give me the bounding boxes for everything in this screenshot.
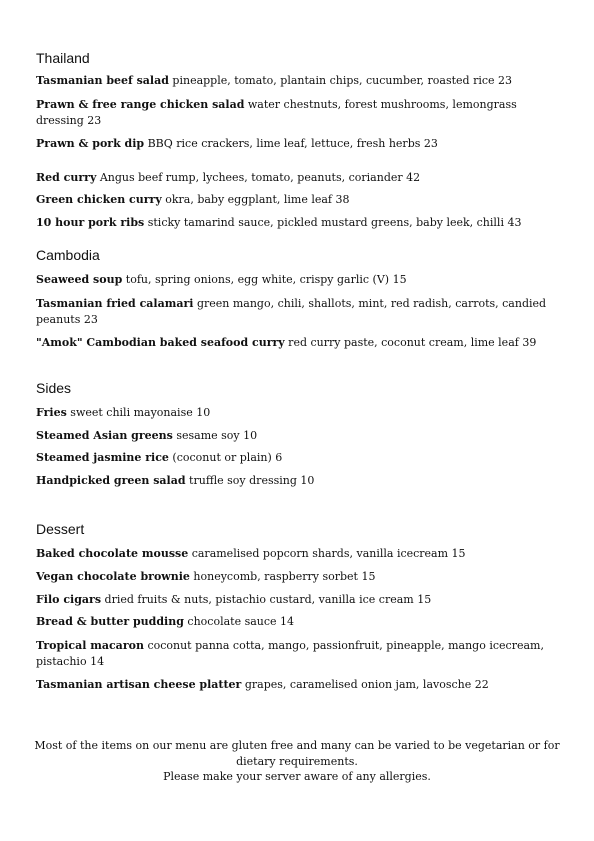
menu-item xyxy=(36,405,564,421)
section-title-dessert: Dessert xyxy=(36,521,85,537)
item-description: water chestnuts, forest mushrooms, lemongrass dressing 23 xyxy=(36,98,517,127)
item-description: sesame soy 10 xyxy=(172,429,258,442)
item-name: Seaweed soup xyxy=(36,273,123,286)
section-title-sides: Sides xyxy=(36,380,72,396)
item-name: Steamed Asian greens xyxy=(36,429,173,442)
menu-item xyxy=(36,136,564,152)
menu-item xyxy=(36,546,564,562)
item-description: BBQ rice crackers, lime leaf, lettuce, fresh herbs 23 xyxy=(144,137,438,150)
item-name: Tasmanian artisan cheese platter xyxy=(36,678,242,691)
menu-item xyxy=(36,638,564,669)
allergy-note-line: Please make your server aware of any allergies. xyxy=(163,770,431,783)
menu-item xyxy=(36,592,564,608)
item-name: Prawn & free range chicken salad xyxy=(36,98,245,111)
item-name: Bread & butter pudding xyxy=(36,615,184,628)
item-description: grapes, caramelised onion jam, lavosche 22 xyxy=(241,678,489,691)
item-description: caramelised popcorn shards, vanilla icecream 15 xyxy=(188,547,466,560)
item-name: Steamed jasmine rice xyxy=(36,451,169,464)
item-description: Angus beef rump, lychees, tomato, peanuts, coriander 42 xyxy=(96,171,421,184)
item-description: truffle soy dressing 10 xyxy=(185,474,315,487)
item-name: Red curry xyxy=(36,171,97,184)
item-name: 10 hour pork ribs xyxy=(36,216,145,229)
item-description: red curry paste, coconut cream, lime leaf 39 xyxy=(284,336,537,349)
item-name: Green chicken curry xyxy=(36,193,162,206)
menu-item xyxy=(36,170,564,186)
item-description: sticky tamarind sauce, pickled mustard greens, baby leek, chilli 43 xyxy=(144,216,522,229)
item-description: okra, baby eggplant, lime leaf 38 xyxy=(161,193,350,206)
item-name: Filo cigars xyxy=(36,593,102,606)
item-name: Tasmanian fried calamari xyxy=(36,297,194,310)
item-name: Prawn & pork dip xyxy=(36,137,145,150)
item-name: Baked chocolate mousse xyxy=(36,547,189,560)
menu-item xyxy=(36,677,564,693)
menu-item xyxy=(36,73,564,89)
item-name: "Amok" Cambodian baked seafood curry xyxy=(36,336,285,349)
menu-item xyxy=(36,296,564,327)
item-description: chocolate sauce 14 xyxy=(183,615,295,628)
menu-item xyxy=(36,272,564,288)
item-description: pineapple, tomato, plantain chips, cucumber, roasted rice 23 xyxy=(168,74,513,87)
menu-item xyxy=(36,428,564,444)
dietary-note-line: Most of the items on our menu are gluten free and many can be varied to be vegetarian or for dietary requirements. xyxy=(34,739,560,768)
item-name: Tropical macaron xyxy=(36,639,144,652)
menu-item xyxy=(36,569,564,585)
item-description: dried fruits & nuts, pistachio custard, vanilla ice cream 15 xyxy=(101,593,432,606)
section-title-thailand: Thailand xyxy=(36,50,90,66)
item-description: tofu, spring onions, egg white, crispy garlic (V) 15 xyxy=(122,273,407,286)
item-description: honeycomb, raspberry sorbet 15 xyxy=(189,570,376,583)
item-description: (coconut or plain) 6 xyxy=(168,451,283,464)
menu-item xyxy=(36,97,564,128)
menu-item xyxy=(36,215,564,231)
dietary-note xyxy=(0,738,594,785)
item-description: coconut panna cotta, mango, passionfruit, pineapple, mango icecream, pistachio 14 xyxy=(36,639,544,668)
section-title-cambodia: Cambodia xyxy=(36,247,100,263)
menu-item xyxy=(36,192,564,208)
item-name: Tasmanian beef salad xyxy=(36,74,169,87)
item-name: Handpicked green salad xyxy=(36,474,186,487)
item-description: sweet chili mayonaise 10 xyxy=(66,406,211,419)
menu-item xyxy=(36,614,564,630)
menu-item xyxy=(36,450,564,466)
menu-item xyxy=(36,335,564,351)
menu-item xyxy=(36,473,564,489)
item-name: Fries xyxy=(36,406,67,419)
item-name: Vegan chocolate brownie xyxy=(36,570,190,583)
item-description: green mango, chili, shallots, mint, red radish, carrots, candied peanuts 23 xyxy=(36,297,547,326)
